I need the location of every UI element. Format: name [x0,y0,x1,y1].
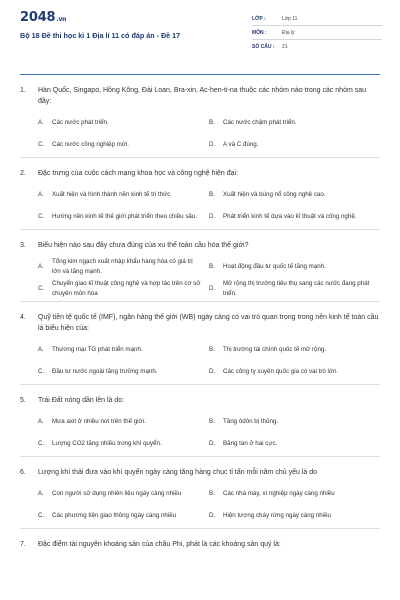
option-d[interactable] [209,362,380,384]
option-b[interactable] [209,340,380,362]
option-letter: A. [38,119,44,126]
option-c[interactable] [38,434,209,456]
option-letter: B. [209,346,215,353]
option-letter: D. [209,285,216,292]
meta-value: Địa lý [282,29,295,36]
option-text: Tầng ôdôn bị thủng. [223,418,279,425]
option-text: Lượng CO2 tăng nhiều trong khí quyển. [52,440,162,447]
option-b[interactable] [209,113,380,135]
option-text: Con người sử dụng nhiên liệu ngày càng nhiều [52,490,182,497]
option-text: Các nước phát triển. [52,119,109,126]
option-text: A và C đúng. [223,141,259,148]
question-6 [20,457,380,529]
option-c[interactable] [38,207,209,229]
option-text: Hiện tượng cháy rừng ngày càng nhiều [223,512,331,519]
option-text: Mưa axit ở nhiều nơi trên thế giới. [52,418,146,425]
option-letter: A. [38,418,44,425]
option-letter: D. [209,440,216,447]
question-7 [20,529,380,550]
question-number: 5. [20,397,26,404]
option-text: Thị trường tài chính quốc tế mở rộng. [223,346,327,353]
option-text: Đầu tư nước ngoài tăng trưởng mạnh. [52,368,158,375]
option-b[interactable] [209,412,380,434]
option-text: Các nhà máy, xí nghiệp ngày càng nhiều [223,490,335,497]
question-text: Lượng khí thải đưa vào khí quyển ngày càng tăng hàng chục tỉ tấn mỗi năm chủ yếu là do [38,469,317,476]
option-c[interactable] [38,279,209,301]
option-c[interactable] [38,506,209,528]
option-letter: C. [38,368,45,375]
option-text: Băng tan ở hai cực. [223,440,278,447]
option-b[interactable] [209,185,380,207]
question-3 [20,230,380,302]
question-text: Đặc trưng của cuộc cách mạng khoa học và công nghệ hiện đại: [38,170,239,177]
option-letter: A. [38,490,44,497]
answer-options [20,412,380,456]
option-d[interactable] [209,135,380,157]
question-number: 1. [20,87,26,94]
question-number: 2. [20,170,26,177]
logo-text: 2048 [20,10,56,25]
option-letter: D. [209,368,216,375]
option-a[interactable] [38,484,209,506]
option-text: Mở rộng thị trường tiêu thụ sang các nước đang phát triển. [223,280,370,297]
question-4 [20,302,380,385]
option-c[interactable] [38,362,209,384]
page-title: Bộ 18 Đề thi học kì 1 Địa lí 11 có đáp án - Đề 17 [20,31,181,40]
option-text: Các nước chậm phát triển. [223,119,297,126]
meta-value: Lớp 11 [282,15,298,22]
answer-options [20,113,380,157]
option-text: Các nước công nghiệp mới. [52,141,129,148]
option-text: Thương mại TG phát triển mạnh. [52,346,143,353]
option-b[interactable] [209,257,380,279]
option-text: Xuất hiện và hình thành nền kinh tế tri thức [52,191,171,198]
document-meta [252,12,382,54]
option-letter: D. [209,141,216,148]
question-list [0,75,400,550]
question-number: 4. [20,314,26,321]
document-header [0,0,400,66]
question-text: Hàn Quốc, Singapo, Hồng Kông, Đài Loan, Bra-xin, Ac-hen-ti-na thuộc các nhóm nào trong các nhóm sau đây: [38,87,367,105]
option-letter: C. [38,440,45,447]
meta-value: 21 [282,44,288,50]
option-c[interactable] [38,135,209,157]
option-letter: D. [209,512,216,519]
option-text: Xuất hiện và bùng nổ công nghệ cao. [223,191,326,198]
option-text: Hoạt động đầu tư quốc tế tăng mạnh. [223,263,326,270]
option-d[interactable] [209,506,380,528]
option-text: Hướng nền kinh tế thế giới phát triển theo chiều sâu. [52,213,198,220]
option-a[interactable] [38,113,209,135]
option-text: Chuyển giao kĩ thuật công nghệ và hợp tác trên cơ sở chuyên môn hóa [52,280,201,297]
option-a[interactable] [38,340,209,362]
option-letter: C. [38,512,45,519]
meta-label: SỐ CÂU : [252,44,275,50]
option-letter: A. [38,346,44,353]
question-text: Biểu hiện nào sau đây chưa đúng của xu thế toàn cầu hóa thế giới? [38,242,249,249]
answer-options [20,484,380,528]
meta-label: MÔN : [252,29,267,36]
meta-row-class [252,12,382,26]
option-letter: A. [38,263,44,270]
option-b[interactable] [209,484,380,506]
question-2 [20,158,380,230]
option-letter: B. [209,191,215,198]
option-letter: C. [38,285,45,292]
option-letter: B. [209,418,215,425]
question-1 [20,75,380,158]
option-letter: B. [209,263,215,270]
meta-row-subject [252,26,382,40]
option-a[interactable] [38,412,209,434]
option-d[interactable] [209,279,380,301]
option-letter: B. [209,119,215,126]
option-d[interactable] [209,207,380,229]
option-text: Tổng kim ngạch xuất nhập khẩu hàng hóa có giá trị lớn và tăng mạnh. [52,258,193,275]
question-number: 7. [20,541,26,548]
answer-options [20,340,380,384]
option-letter: C. [38,213,45,220]
question-text: Đặc điểm tài nguyên khoáng sản của châu Phi, phát là các khoáng sản quý là: [38,541,281,548]
meta-label: LỚP : [252,15,266,22]
option-text: Phát triển kinh tế dựa vào kĩ thuật và công nghệ. [223,213,357,220]
option-a[interactable] [38,185,209,207]
option-text: Các phương tiện giao thông ngày càng nhiều [52,512,177,519]
answer-options [20,257,380,301]
option-letter: B. [209,490,215,497]
option-a[interactable] [38,257,209,279]
question-number: 3. [20,242,26,249]
answer-options [20,185,380,229]
option-letter: A. [38,191,44,198]
question-text: Quỹ tiền tệ quốc tế (IMF), ngân hàng thế giới (WB) ngày càng có vai trò quan trọng trong nền kinh tế toàn cầu là biểu hiện của: [38,314,379,332]
option-text: Các công ty xuyên quốc gia có vai trò lớn. [223,368,339,375]
meta-row-count [252,40,382,54]
question-number: 6. [20,469,26,476]
question-text: Trái Đất nóng dần lên là do: [38,397,125,404]
option-letter: D. [209,213,216,220]
logo-suffix: .vn [56,16,67,23]
option-d[interactable] [209,434,380,456]
question-5 [20,385,380,457]
option-letter: C. [38,141,45,148]
